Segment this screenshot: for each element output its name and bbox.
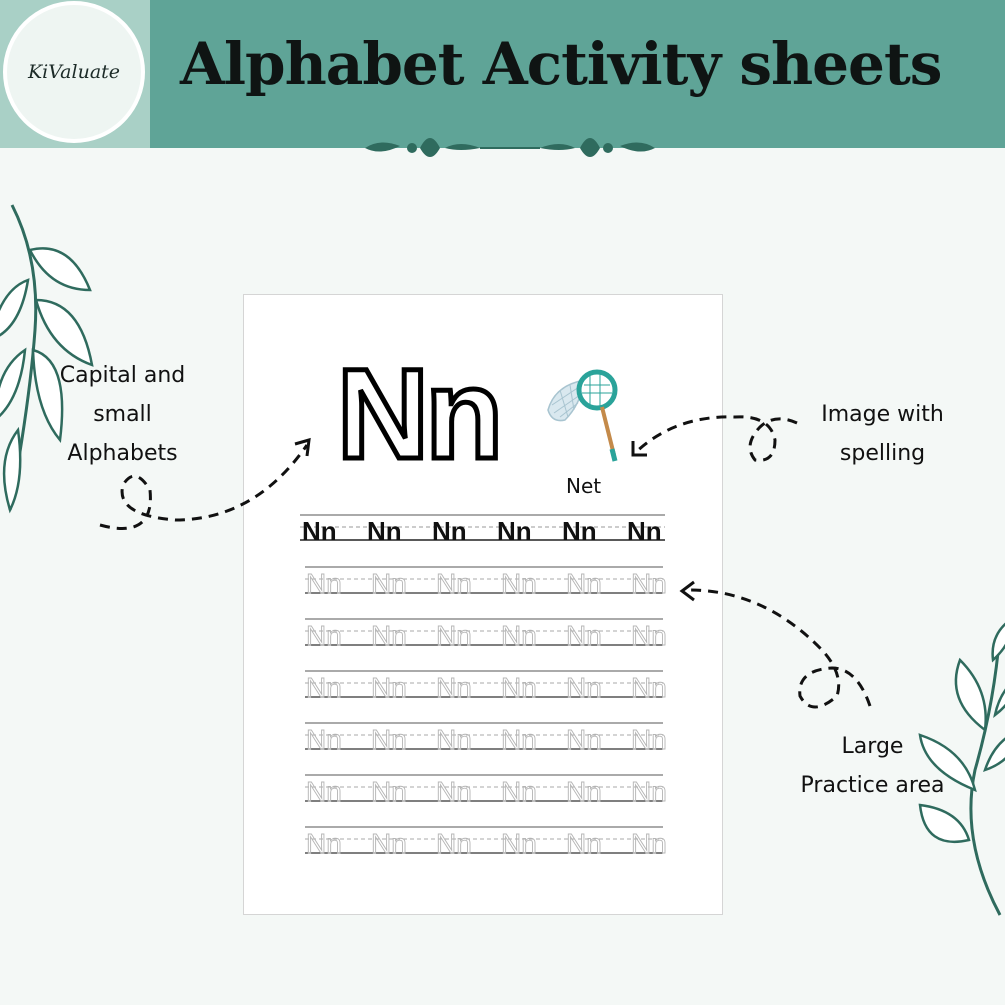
big-letters [318,350,518,470]
model-letter: Nn [367,516,402,546]
big-letters-text: Nn [336,350,500,470]
logo [3,1,145,143]
trace-letter: Nn [436,620,472,651]
model-letter: Nn [302,516,337,546]
trace-letter: Nn [501,672,537,703]
header-banner [0,0,1005,148]
trace-letter: Nn [306,828,342,855]
trace-letter: Nn [306,672,342,703]
trace-letter: Nn [631,776,667,807]
trace-letter: Nn [306,568,342,599]
logo-text: KiValuate [27,61,121,83]
trace-letter: Nn [566,776,602,807]
trace-letter: Nn [566,620,602,651]
banner-ornament-icon [360,128,660,168]
trace-letter: Nn [501,568,537,599]
trace-letter: Nn [371,568,407,599]
trace-letter: Nn [501,828,537,855]
image-label: Net [566,474,602,498]
arrow-practice-icon [672,578,882,718]
trace-letter: Nn [566,568,602,599]
annotation-capital-small: Capital and small Alphabets [59,363,186,466]
trace-letter: Nn [371,672,407,703]
trace-letter: Nn [371,620,407,651]
arrow-capital-small-icon [95,430,335,540]
trace-letter: Nn [306,620,342,651]
logo-panel [0,0,150,148]
annotation-image-spelling: Image with spelling [821,402,944,466]
model-letter: Nn [627,516,662,546]
trace-letter: Nn [501,724,537,755]
practice-area [300,505,680,855]
trace-letter: Nn [306,724,342,755]
arrow-image-spelling-icon [625,405,805,475]
page-title: Alphabet Activity sheets [180,30,942,98]
trace-letter: Nn [566,724,602,755]
trace-letter: Nn [501,620,537,651]
trace-letter: Nn [436,724,472,755]
net-icon [540,365,630,465]
trace-letter: Nn [436,828,472,855]
trace-letter: Nn [436,672,472,703]
trace-letter: Nn [501,776,537,807]
trace-letter: Nn [631,828,667,855]
trace-letter: Nn [631,724,667,755]
trace-letter: Nn [436,568,472,599]
trace-letter: Nn [566,672,602,703]
trace-letter: Nn [371,724,407,755]
annotation-practice: Large Practice area [800,734,945,798]
model-letter: Nn [562,516,597,546]
trace-letter: Nn [371,828,407,855]
trace-letter: Nn [566,828,602,855]
trace-letter: Nn [631,672,667,703]
trace-letter: Nn [631,568,667,599]
trace-letter: Nn [436,776,472,807]
model-letter: Nn [497,516,532,546]
trace-letter: Nn [631,620,667,651]
model-letter: Nn [432,516,467,546]
trace-letter: Nn [371,776,407,807]
trace-letter: Nn [306,776,342,807]
